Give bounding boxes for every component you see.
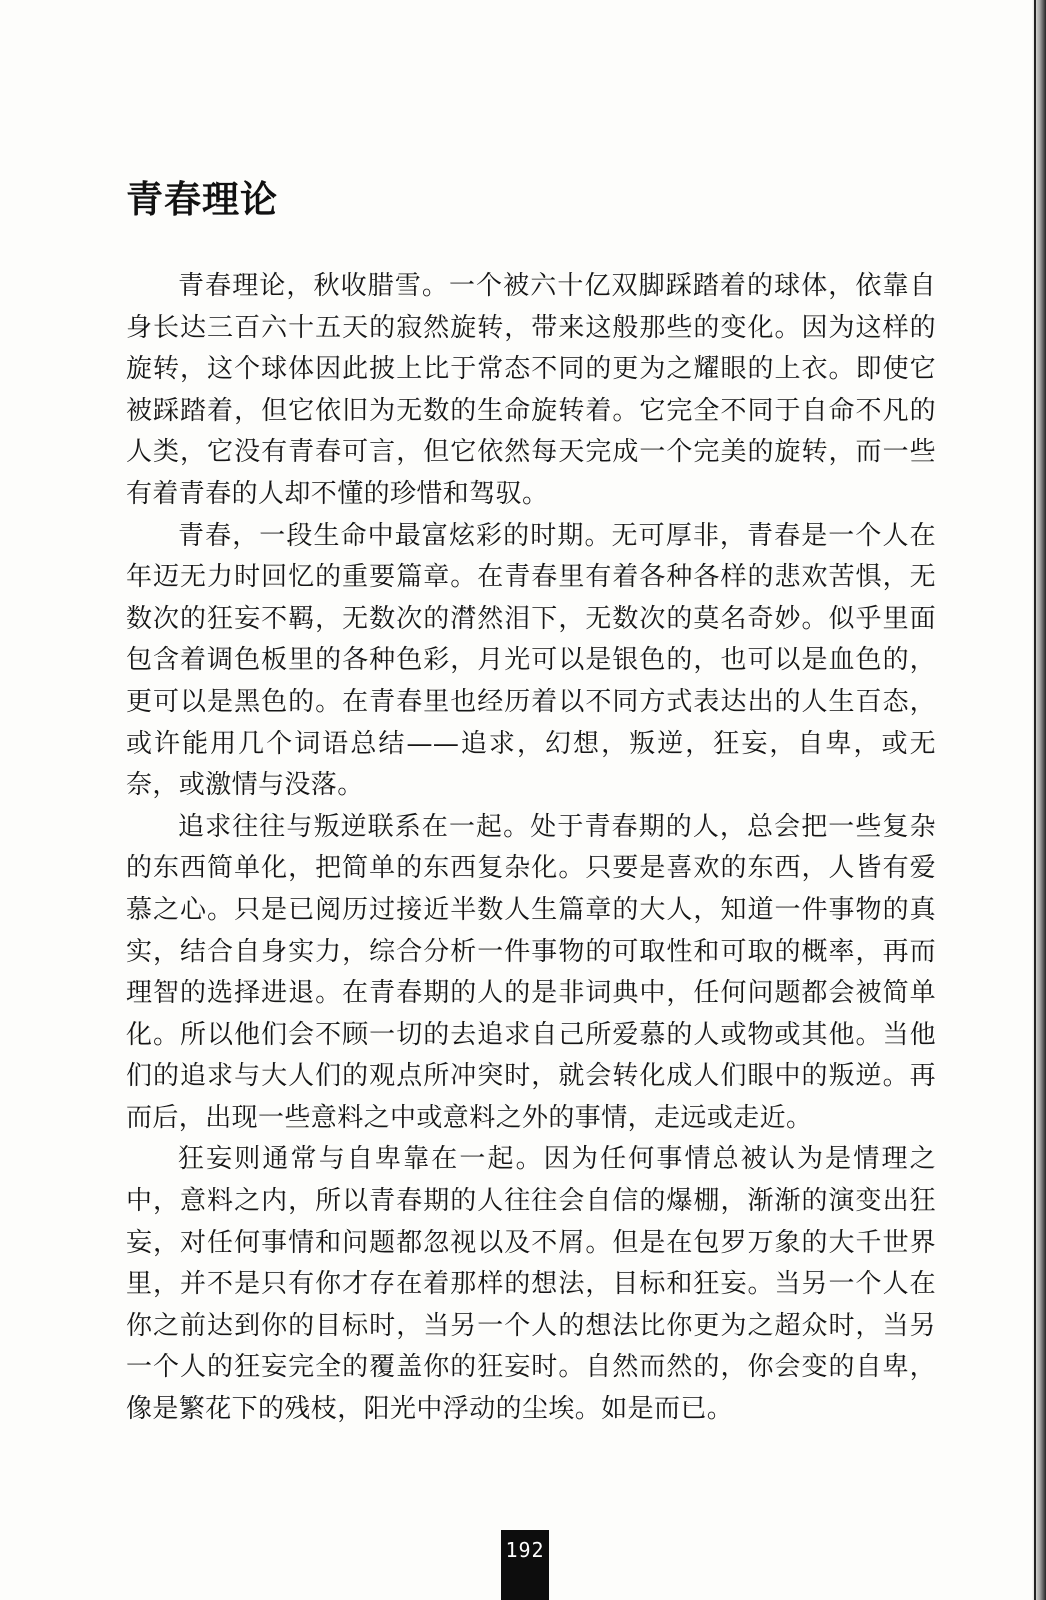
page-number: 192 [501,1530,549,1600]
paragraph-4: 狂妄则通常与自卑靠在一起。因为任何事情总被认为是情理之中，意料之内，所以青春期的人往往会自信的爆棚，渐渐的演变出狂妄，对任何事情和问题都忽视以及不屑。但是在包罗万象的大千世界里，并不是只有你才存在着那样的想法，目标和狂妄。当另一个人在你之前达到你的目标时，当另一个人的想法比你更为之超众时，当另一个人的狂妄完全的覆盖你的狂妄时。自然而然的，你会变的自卑，像是繁花下的残枝，阳光中浮动的尘埃。如是而已。 [126,1144,936,1425]
paragraph-1: 青春理论，秋收腊雪。一个被六十亿双脚踩踏着的球体，依靠自身长达三百六十五天的寂然旋转，带来这般那些的变化。因为这样的旋转，这个球体因此披上比于常态不同的更为之耀眼的上衣。即使它被踩踏着，但它依旧为无数的生命旋转着。它完全不同于自命不凡的人类，它没有青春可言，但它依然每天完成一个完美的旋转，而一些有着青春的人却不懂的珍惜和驾驭。 [126,271,936,509]
paragraph-3: 追求往往与叛逆联系在一起。处于青春期的人，总会把一些复杂的东西简单化，把简单的东西复杂化。只要是喜欢的东西，人皆有爱慕之心。只是已阅历过接近半数人生篇章的大人，知道一件事物的真实，结合自身实力，综合分析一件事物的可取性和可取的概率，再而理智的选择进退。在青春期的人的是非词典中，任何问题都会被简单化。所以他们会不顾一切的去追求自己所爱慕的人或物或其他。当他们的追求与大人们的观点所冲突时，就会转化成人们眼中的叛逆。再而后，出现一些意料之中或意料之外的事情，走远或走近。 [126,811,936,1133]
paragraph-2: 青春，一段生命中最富炫彩的时期。无可厚非，青春是一个人在年迈无力时回忆的重要篇章。在青春里有着各种各样的悲欢苦惧，无数次的狂妄不羁，无数次的潸然泪下，无数次的莫名奇妙。似乎里面包含着调色板里的各种色彩，月光可以是银色的，也可以是血色的，更可以是黑色的。在青春里也经历着以不同方式表达出的人生百态，或许能用几个词语总结——追求，幻想，叛逆，狂妄，自卑，或无奈，或激情与没落。 [126,520,936,801]
article-body [126,266,936,1431]
page-title: 青春理论 [126,178,278,221]
scan-edge-line [1034,0,1036,1600]
